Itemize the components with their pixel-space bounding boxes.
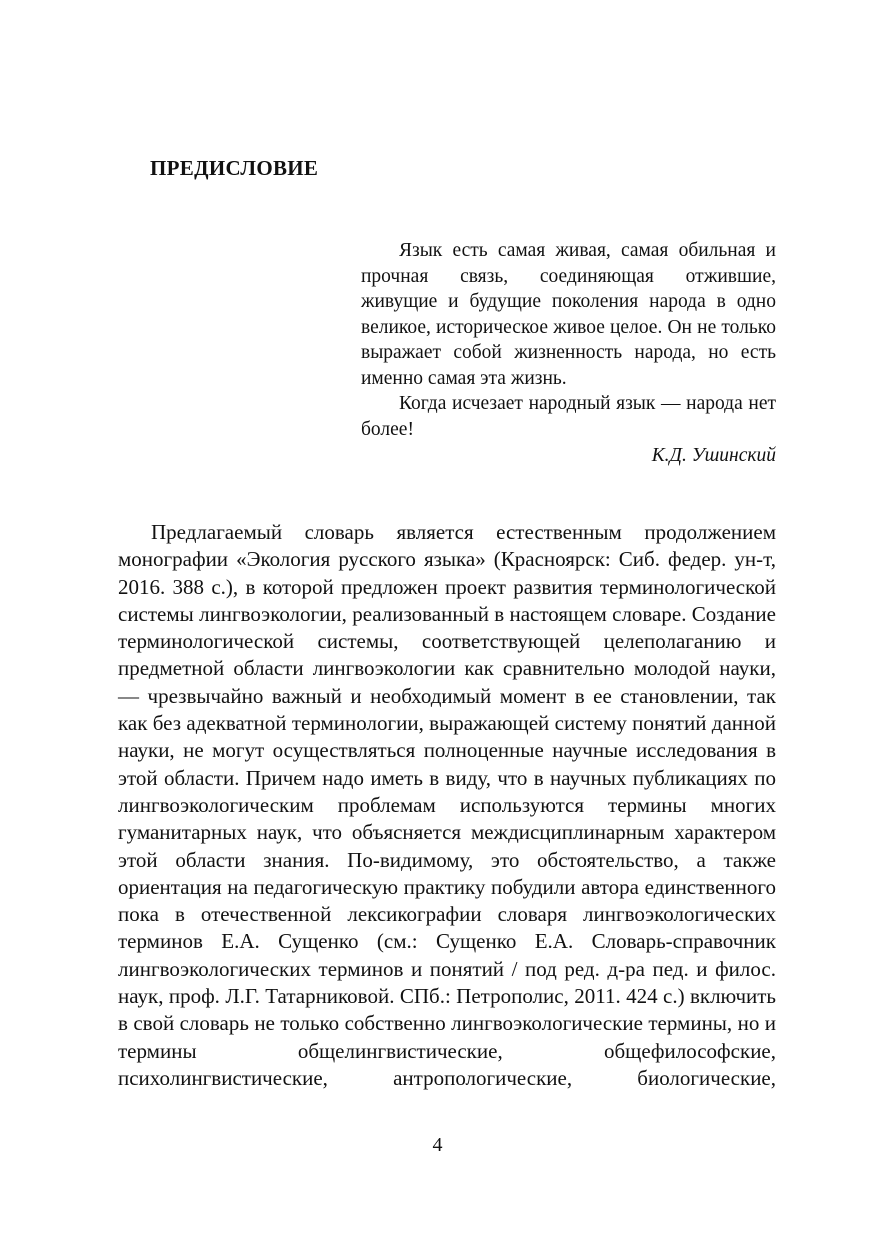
page-number: 4 <box>432 1134 443 1156</box>
epigraph-author: К.Д. Ушинский <box>651 445 776 466</box>
epigraph-paragraph: Язык есть самая живая, самая обильная и прочная связь, соединяющая отжившие, живущие и будущие поколения народа в одно великое, историческое живое целое. Он не только выражает собой жизненность народа, но есть именно самая эта жизнь. <box>361 240 776 389</box>
epigraph-paragraph: Когда исчезает народный язык — народа нет более! <box>361 393 776 440</box>
body-paragraph: Предлагаемый словарь является естественным продолжением монографии «Экология русского языка» (Красноярск: Сиб. федер. ун-т, 2016. 388 с.), в которой предложен проект развития терминологической системы лингвоэкологии, реализованный в настоящем словаре. Создание терминологической системы, соответствующей целеполаганию и предметной области лингвоэкологии как сравнительно молодой науки, — чрезвычайно важный и необходимый момент в ее становлении, так как без адекватной терминологии, выражающей систему понятий данной науки, не могут осуществляться полноценные научные исследования в этой области. Причем надо иметь в виду, что в научных публикациях по лингвоэкологическим проблемам используются термины многих гуманитарных наук, что объясняется междисциплинарным характером этой области знания. По-видимому, это обстоятельство, а также ориентация на педагогическую практику побудили автора единственного пока в отечественной лексикографии словаря лингвоэкологических терминов Е.А. Сущенко (см.: Сущенко Е.А. Словарь-справочник лингвоэкологических терминов и понятий / под ред. д-ра пед. и филос. наук, проф. Л.Г. Татарниковой. СПб.: Петрополис, 2011. 424 с.) включить в свой словарь не только собственно лингвоэкологические термины, но и термины общелингвистические, общефилософские, психолингвистические, антропологические, биологические, <box>118 520 776 1090</box>
epigraph <box>361 238 776 469</box>
page-title: ПРЕДИСЛОВИЕ <box>150 156 319 180</box>
